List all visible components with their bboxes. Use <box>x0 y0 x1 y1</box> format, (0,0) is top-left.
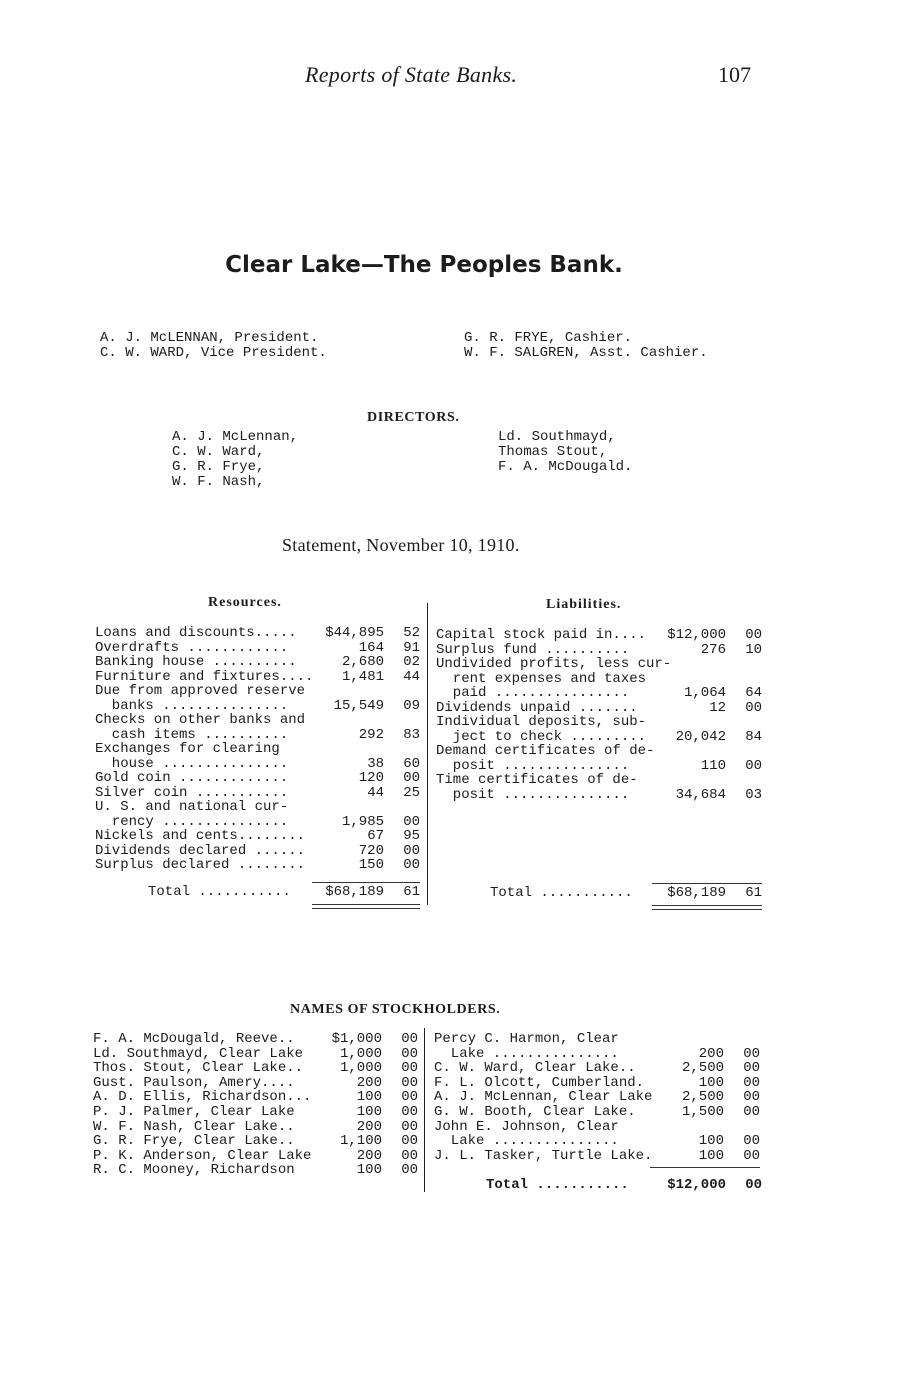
row-label: Silver coin ........... <box>95 784 289 801</box>
row-label: John E. Johnson, Clear <box>434 1118 619 1135</box>
table-row <box>95 771 420 786</box>
row-cents: 00 <box>403 857 420 873</box>
row-label: Banking house .......... <box>95 654 297 670</box>
row-label: Percy C. Harmon, Clear <box>434 1031 619 1047</box>
row-cents: 00 <box>401 1133 418 1150</box>
row-cents: 00 <box>401 1104 418 1120</box>
bank-title: Clear Lake—The Peoples Bank. <box>225 252 623 278</box>
row-dollars: 2,680 <box>341 654 384 670</box>
row-dollars: 100 <box>698 1074 724 1091</box>
table-row <box>95 684 420 699</box>
table-row <box>434 1061 760 1076</box>
table-row <box>436 773 762 788</box>
row-cents: 00 <box>743 1060 760 1077</box>
row-cents: 00 <box>745 627 762 643</box>
row-label: P. K. Anderson, Clear Lake <box>93 1147 312 1164</box>
row-cents: 00 <box>745 699 762 716</box>
total-label: Total ........... <box>486 1177 629 1193</box>
row-dollars: 200 <box>356 1074 382 1091</box>
running-header-title: Reports of State Banks. <box>305 62 518 87</box>
resources-heading: Resources. <box>208 595 282 610</box>
row-dollars: 34,684 <box>675 786 726 803</box>
director-name: F. A. McDougald. <box>498 459 633 475</box>
row-cents: 64 <box>745 685 762 701</box>
stockholders-total-rule <box>650 1167 760 1168</box>
table-row <box>434 1032 760 1047</box>
row-dollars: 2,500 <box>681 1089 724 1106</box>
row-cents: 00 <box>401 1147 418 1164</box>
row-dollars: 12 <box>709 699 726 716</box>
row-cents: 60 <box>403 755 420 772</box>
row-dollars: 100 <box>356 1162 382 1179</box>
row-cents: 52 <box>403 625 420 641</box>
row-cents: 10 <box>745 641 762 658</box>
table-row <box>436 686 762 701</box>
table-row <box>436 788 762 803</box>
row-label: Time certificates of de- <box>436 772 638 788</box>
row-cents: 25 <box>403 784 420 801</box>
row-label: G. R. Frye, Clear Lake.. <box>93 1133 295 1150</box>
total-dollars: $68,189 <box>325 884 384 900</box>
row-cents: 00 <box>401 1060 418 1077</box>
row-dollars: 1,500 <box>681 1104 724 1120</box>
statement-date: Statement, November 10, 1910. <box>282 535 520 555</box>
row-label: Due from approved reserve <box>95 683 306 699</box>
table-row <box>95 858 420 873</box>
row-label: C. W. Ward, Clear Lake.. <box>434 1060 636 1077</box>
table-row <box>436 628 762 643</box>
row-dollars: 67 <box>367 828 384 844</box>
row-dollars: 150 <box>358 857 384 873</box>
total-dollars: $68,189 <box>667 885 726 901</box>
row-label: posit ............... <box>436 786 630 803</box>
director-name: C. W. Ward, <box>172 444 265 460</box>
liabilities-total-double-rule <box>652 905 762 910</box>
directors-heading: DIRECTORS. <box>367 410 460 425</box>
row-label: F. A. McDougald, Reeve.. <box>93 1031 295 1047</box>
page-number: 107 <box>718 62 751 87</box>
row-cents: 00 <box>745 757 762 774</box>
row-label: Furniture and fixtures.... <box>95 668 314 685</box>
row-dollars: 292 <box>358 726 384 743</box>
table-row <box>95 626 420 641</box>
row-label: Gold coin ............. <box>95 770 289 786</box>
row-dollars: 110 <box>700 757 726 774</box>
table-row <box>95 742 420 757</box>
row-label: Exchanges for clearing <box>95 741 280 757</box>
row-cents: 00 <box>401 1118 418 1135</box>
directors-left-list <box>172 430 298 490</box>
table-row <box>93 1163 418 1178</box>
table-row <box>93 1105 418 1120</box>
row-label: Undivided profits, less cur- <box>436 656 672 672</box>
row-dollars: 1,100 <box>339 1133 382 1150</box>
row-label: Lake ............... <box>434 1133 619 1150</box>
row-label: paid ................ <box>436 685 630 701</box>
resources-total-row <box>148 885 420 900</box>
row-cents: 00 <box>401 1045 418 1062</box>
total-dollars: $12,000 <box>667 1177 726 1193</box>
row-dollars: 720 <box>358 842 384 859</box>
officer-asst-cashier: W. F. SALGREN, Asst. Cashier. <box>464 345 708 361</box>
total-cents: 00 <box>745 1177 762 1193</box>
row-cents: 09 <box>403 697 420 714</box>
row-dollars: 100 <box>698 1147 724 1164</box>
total-label: Total ........... <box>148 884 291 900</box>
director-name: Ld. Southmayd, <box>498 429 616 445</box>
officer-president: A. J. McLENNAN, President. <box>100 330 319 346</box>
row-cents: 03 <box>745 786 762 803</box>
row-cents: 00 <box>401 1074 418 1091</box>
row-label: Overdrafts ............ <box>95 639 289 656</box>
row-dollars: 164 <box>358 639 384 656</box>
row-cents: 44 <box>403 668 420 685</box>
resources-total-rule <box>312 882 420 883</box>
row-cents: 00 <box>403 770 420 786</box>
row-label: U. S. and national cur- <box>95 799 289 815</box>
row-dollars: 200 <box>698 1045 724 1062</box>
row-dollars: 1,000 <box>339 1045 382 1062</box>
row-label: Dividends unpaid ....... <box>436 699 638 716</box>
row-dollars: 20,042 <box>675 728 726 745</box>
row-dollars: $1,000 <box>331 1031 382 1047</box>
table-row <box>95 713 420 728</box>
table-row <box>434 1134 760 1149</box>
row-label: house ............... <box>95 755 289 772</box>
row-label: Checks on other banks and <box>95 712 306 728</box>
statement-column-divider <box>427 603 428 905</box>
row-dollars: 2,500 <box>681 1060 724 1077</box>
table-row <box>95 800 420 815</box>
stockholders-heading: NAMES OF STOCKHOLDERS. <box>290 1002 501 1017</box>
row-cents: 00 <box>401 1089 418 1106</box>
row-dollars: 100 <box>356 1104 382 1120</box>
row-dollars: 44 <box>367 784 384 801</box>
row-label: Ld. Southmayd, Clear Lake <box>93 1045 304 1062</box>
row-label: Surplus fund .......... <box>436 641 630 658</box>
director-name: W. F. Nash, <box>172 474 265 490</box>
row-dollars: 1,064 <box>683 685 726 701</box>
officers-left <box>100 331 327 361</box>
row-cents: 00 <box>743 1074 760 1091</box>
row-cents: 83 <box>403 726 420 743</box>
officers-right <box>464 331 708 361</box>
officer-vice-president: C. W. WARD, Vice President. <box>100 345 327 361</box>
row-dollars: 1,985 <box>341 813 384 830</box>
row-cents: 00 <box>401 1031 418 1047</box>
director-name: Thomas Stout, <box>498 444 608 460</box>
table-row <box>436 715 762 730</box>
row-label: Lake ............... <box>434 1045 619 1062</box>
row-label: Capital stock paid in.... <box>436 627 647 643</box>
row-dollars: 200 <box>356 1118 382 1135</box>
row-label: F. L. Olcott, Cumberland. <box>434 1074 645 1091</box>
row-label: rency ............... <box>95 813 289 830</box>
row-dollars: 15,549 <box>333 697 384 714</box>
table-row <box>436 744 762 759</box>
row-label: banks ............... <box>95 697 289 714</box>
row-cents: 00 <box>403 842 420 859</box>
row-dollars: 1,481 <box>341 668 384 685</box>
director-name: A. J. McLennan, <box>172 429 299 445</box>
row-label: J. L. Tasker, Turtle Lake. <box>434 1147 653 1164</box>
row-label: A. D. Ellis, Richardson... <box>93 1089 312 1106</box>
row-dollars: 120 <box>358 770 384 786</box>
liabilities-total-row <box>490 886 762 901</box>
row-label: P. J. Palmer, Clear Lake <box>93 1104 295 1120</box>
row-cents: 00 <box>743 1089 760 1106</box>
row-label: posit ............... <box>436 757 630 774</box>
row-label: Individual deposits, sub- <box>436 714 647 730</box>
directors-right-list <box>498 430 632 475</box>
director-name: G. R. Frye, <box>172 459 265 475</box>
row-cents: 00 <box>743 1104 760 1120</box>
row-label: cash items .......... <box>95 726 289 743</box>
row-label: R. C. Mooney, Richardson <box>93 1162 295 1179</box>
row-cents: 84 <box>745 728 762 745</box>
row-label: Surplus declared ........ <box>95 857 306 873</box>
row-dollars: $44,895 <box>325 625 384 641</box>
row-label: ject to check ......... <box>436 728 647 745</box>
row-label: Thos. Stout, Clear Lake.. <box>93 1060 304 1077</box>
row-dollars: 100 <box>698 1133 724 1150</box>
row-label: W. F. Nash, Clear Lake.. <box>93 1118 295 1135</box>
row-dollars: 276 <box>700 641 726 658</box>
liabilities-heading: Liabilities. <box>546 597 622 612</box>
row-cents: 00 <box>743 1045 760 1062</box>
row-label: G. W. Booth, Clear Lake. <box>434 1104 636 1120</box>
row-label: Dividends declared ...... <box>95 842 306 859</box>
row-label: Nickels and cents........ <box>95 828 306 844</box>
table-row <box>93 1061 418 1076</box>
row-cents: 02 <box>403 654 420 670</box>
table-row <box>95 829 420 844</box>
row-dollars: 1,000 <box>339 1060 382 1077</box>
row-cents: 91 <box>403 639 420 656</box>
stockholders-column-divider <box>424 1028 425 1192</box>
table-row <box>434 1149 760 1164</box>
row-cents: 00 <box>403 813 420 830</box>
row-cents: 00 <box>743 1147 760 1164</box>
table-row <box>95 655 420 670</box>
table-row <box>436 657 762 672</box>
row-dollars: 38 <box>367 755 384 772</box>
row-label: rent expenses and taxes <box>436 670 647 687</box>
row-dollars: $12,000 <box>667 627 726 643</box>
table-row <box>93 1032 418 1047</box>
total-label: Total ........... <box>490 885 633 901</box>
stockholders-total-row <box>486 1178 762 1193</box>
row-dollars: 100 <box>356 1089 382 1106</box>
resources-total-double-rule <box>312 904 420 909</box>
row-label: Demand certificates of de- <box>436 743 655 759</box>
table-row <box>434 1105 760 1120</box>
row-cents: 95 <box>403 828 420 844</box>
row-label: A. J. McLennan, Clear Lake <box>434 1089 653 1106</box>
row-dollars: 200 <box>356 1147 382 1164</box>
row-label: Gust. Paulson, Amery.... <box>93 1074 295 1091</box>
table-row <box>93 1134 418 1149</box>
total-cents: 61 <box>403 884 420 900</box>
row-cents: 00 <box>401 1162 418 1179</box>
total-cents: 61 <box>745 885 762 901</box>
row-label: Loans and discounts..... <box>95 625 297 641</box>
row-cents: 00 <box>743 1133 760 1150</box>
liabilities-total-rule <box>652 883 762 884</box>
officer-cashier: G. R. FRYE, Cashier. <box>464 330 633 346</box>
